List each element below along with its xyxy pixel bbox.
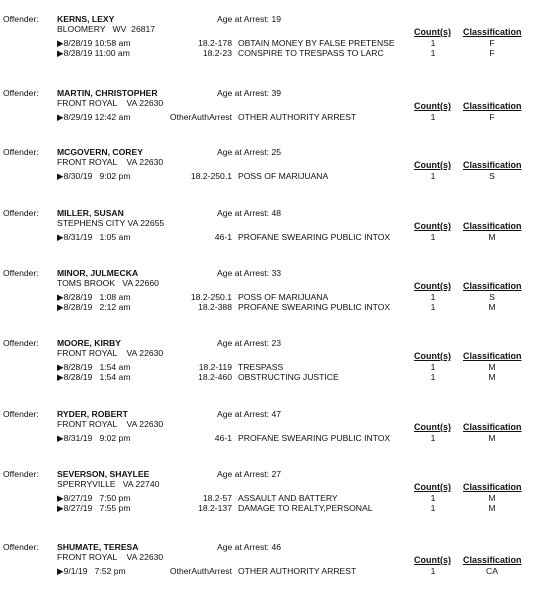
age-at-arrest xyxy=(217,147,281,157)
classification-column-header: Classification xyxy=(463,555,522,565)
count-column-header: Count(s) xyxy=(414,351,451,361)
count-column-header: Count(s) xyxy=(414,281,451,291)
classification-column-header: Classification xyxy=(463,281,522,291)
offender-address: FRONT ROYAL VA 22630 xyxy=(57,98,164,108)
charge-classification: F xyxy=(489,48,495,58)
charge-row xyxy=(0,566,538,576)
age-value: 48 xyxy=(271,208,282,218)
charge-code: 18.2-178 xyxy=(198,38,232,48)
charge-count: 1 xyxy=(430,302,436,312)
charge-count: 1 xyxy=(430,566,436,576)
age-value: 39 xyxy=(271,88,282,98)
age-value: 46 xyxy=(271,542,282,552)
charge-code: OtherAuthArrest xyxy=(169,566,232,576)
offender-label: Offender: xyxy=(3,208,39,218)
charge-description: TRESPASS xyxy=(238,362,284,372)
classification-column-header: Classification xyxy=(463,160,522,170)
charge-count: 1 xyxy=(430,503,436,513)
offender-record xyxy=(0,12,538,74)
charge-code: 18.2-250.1 xyxy=(190,171,232,181)
charge-code: 18.2-388 xyxy=(198,302,232,312)
offender-record xyxy=(0,407,538,469)
offender-label: Offender: xyxy=(3,542,39,552)
charge-datetime: ▶8/30/19 9:02 pm xyxy=(57,171,131,181)
charge-count: 1 xyxy=(430,433,436,443)
charge-classification: M xyxy=(488,493,496,503)
age-value: 33 xyxy=(271,268,282,278)
offender-address: STEPHENS CITY VA 22655 xyxy=(57,218,165,228)
offender-address: FRONT ROYAL VA 22630 xyxy=(57,348,164,358)
age-at-arrest xyxy=(217,469,281,479)
offender-name: SEVERSON, SHAYLEE xyxy=(57,469,150,479)
age-at-arrest xyxy=(217,409,281,419)
charge-classification: CA xyxy=(486,566,498,576)
charge-classification: M xyxy=(488,232,496,242)
offender-label: Offender: xyxy=(3,88,39,98)
charge-code: 18.2-23 xyxy=(202,48,232,58)
charge-row xyxy=(0,503,538,513)
charge-count: 1 xyxy=(430,112,436,122)
charge-count: 1 xyxy=(430,493,436,503)
offender-record xyxy=(0,266,538,328)
charge-classification: M xyxy=(488,362,496,372)
age-value: 23 xyxy=(271,338,282,348)
offender-address: FRONT ROYAL VA 22630 xyxy=(57,157,164,167)
offender-label: Offender: xyxy=(3,338,39,348)
charge-description: PROFANE SWEARING PUBLIC INTOX xyxy=(238,433,391,443)
charge-row xyxy=(0,38,538,48)
count-column-header: Count(s) xyxy=(414,221,451,231)
charge-row xyxy=(0,171,538,181)
count-column-header: Count(s) xyxy=(414,555,451,565)
charge-classification: S xyxy=(489,171,495,181)
age-value: 25 xyxy=(271,147,282,157)
charge-count: 1 xyxy=(430,292,436,302)
charge-description: POSS OF MARIJUANA xyxy=(238,292,329,302)
charge-row xyxy=(0,433,538,443)
charge-description: CONSPIRE TO TRESPASS TO LARC xyxy=(238,48,384,58)
charge-description: POSS OF MARIJUANA xyxy=(238,171,329,181)
offender-name: MARTIN, CHRISTOPHER xyxy=(57,88,158,98)
count-column-header: Count(s) xyxy=(414,160,451,170)
offender-address: FRONT ROYAL VA 22630 xyxy=(57,419,164,429)
charge-description: OTHER AUTHORITY ARREST xyxy=(238,112,357,122)
charge-code: 18.2-119 xyxy=(198,362,232,372)
offender-record xyxy=(0,86,538,148)
offender-name: RYDER, ROBERT xyxy=(57,409,128,419)
charge-row xyxy=(0,362,538,372)
age-label: Age at Arrest: xyxy=(217,268,270,278)
charge-code: 18.2-460 xyxy=(198,372,232,382)
age-at-arrest xyxy=(217,208,281,218)
charge-description: PROFANE SWEARING PUBLIC INTOX xyxy=(238,302,391,312)
count-column-header: Count(s) xyxy=(414,482,451,492)
offender-name: MINOR, JULMECKA xyxy=(57,268,139,278)
classification-column-header: Classification xyxy=(463,27,522,37)
charge-count: 1 xyxy=(430,48,436,58)
charge-datetime: ▶8/31/19 1:05 am xyxy=(57,232,131,242)
charge-classification: F xyxy=(489,112,495,122)
age-label: Age at Arrest: xyxy=(217,542,270,552)
charge-datetime: ▶8/28/19 1:54 am xyxy=(57,362,131,372)
charge-description: OBTAIN MONEY BY FALSE PRETENSE xyxy=(238,38,395,48)
offender-address: SPERRYVILLE VA 22740 xyxy=(57,479,160,489)
charge-datetime: ▶8/28/19 2:12 am xyxy=(57,302,131,312)
age-at-arrest xyxy=(217,14,281,24)
charge-classification: M xyxy=(488,302,496,312)
offender-label: Offender: xyxy=(3,469,39,479)
charge-code: 18.2-137 xyxy=(198,503,232,513)
offender-record xyxy=(0,145,538,207)
offender-record xyxy=(0,467,538,529)
classification-column-header: Classification xyxy=(463,351,522,361)
charge-classification: M xyxy=(488,372,496,382)
age-label: Age at Arrest: xyxy=(217,88,270,98)
offender-record xyxy=(0,540,538,602)
charge-description: OTHER AUTHORITY ARREST xyxy=(238,566,357,576)
charge-count: 1 xyxy=(430,171,436,181)
charge-count: 1 xyxy=(430,38,436,48)
charge-description: OBSTRUCTING JUSTICE xyxy=(238,372,339,382)
offender-label: Offender: xyxy=(3,147,39,157)
offender-label: Offender: xyxy=(3,409,39,419)
charge-row xyxy=(0,232,538,242)
charge-code: OtherAuthArrest xyxy=(169,112,232,122)
charge-row xyxy=(0,372,538,382)
offender-name: MCGOVERN, COREY xyxy=(57,147,143,157)
charge-code: 46-1 xyxy=(214,433,232,443)
charge-code: 18.2-57 xyxy=(202,493,232,503)
offender-label: Offender: xyxy=(3,14,39,24)
charge-classification: S xyxy=(489,292,495,302)
charge-row xyxy=(0,48,538,58)
age-value: 19 xyxy=(271,14,282,24)
charge-count: 1 xyxy=(430,362,436,372)
count-column-header: Count(s) xyxy=(414,422,451,432)
offender-address: FRONT ROYAL VA 22630 xyxy=(57,552,164,562)
charge-datetime: ▶8/28/19 1:08 am xyxy=(57,292,131,302)
charge-classification: F xyxy=(489,38,495,48)
charge-datetime: ▶8/27/19 7:55 pm xyxy=(57,503,131,513)
age-at-arrest xyxy=(217,338,281,348)
charge-datetime: ▶8/28/19 10:58 am xyxy=(57,38,131,48)
age-at-arrest xyxy=(217,542,281,552)
classification-column-header: Classification xyxy=(463,221,522,231)
age-value: 27 xyxy=(271,469,282,479)
charge-datetime: ▶8/28/19 11:00 am xyxy=(57,48,130,58)
classification-column-header: Classification xyxy=(463,101,522,111)
age-label: Age at Arrest: xyxy=(217,147,270,157)
charge-description: ASSAULT AND BATTERY xyxy=(238,493,338,503)
offender-record xyxy=(0,206,538,268)
charge-row xyxy=(0,493,538,503)
age-label: Age at Arrest: xyxy=(217,14,270,24)
charge-count: 1 xyxy=(430,372,436,382)
charge-description: PROFANE SWEARING PUBLIC INTOX xyxy=(238,232,391,242)
age-label: Age at Arrest: xyxy=(217,469,270,479)
offender-address: BLOOMERY WV 26817 xyxy=(57,24,156,34)
charge-datetime: ▶8/27/19 7:50 pm xyxy=(57,493,131,503)
age-at-arrest xyxy=(217,88,281,98)
age-at-arrest xyxy=(217,268,281,278)
offender-record xyxy=(0,336,538,398)
charge-datetime: ▶8/29/19 12:42 am xyxy=(57,112,131,122)
offender-name: SHUMATE, TERESA xyxy=(57,542,139,552)
age-label: Age at Arrest: xyxy=(217,409,270,419)
charge-code: 18.2-250.1 xyxy=(190,292,232,302)
charge-code: 46-1 xyxy=(214,232,232,242)
charge-description: DAMAGE TO REALTY,PERSONAL xyxy=(238,503,373,513)
offender-label: Offender: xyxy=(3,268,39,278)
offender-address: TOMS BROOK VA 22660 xyxy=(57,278,159,288)
charge-classification: M xyxy=(488,503,496,513)
charge-count: 1 xyxy=(430,232,436,242)
age-value: 47 xyxy=(271,409,282,419)
charge-row xyxy=(0,302,538,312)
charge-row xyxy=(0,112,538,122)
age-label: Age at Arrest: xyxy=(217,338,270,348)
charge-datetime: ▶8/28/19 1:54 am xyxy=(57,372,131,382)
charge-datetime: ▶8/31/19 9:02 pm xyxy=(57,433,131,443)
offender-name: MILLER, SUSAN xyxy=(57,208,124,218)
charge-datetime: ▶9/1/19 7:52 pm xyxy=(57,566,126,576)
charge-classification: M xyxy=(488,433,496,443)
count-column-header: Count(s) xyxy=(414,101,451,111)
offender-name: MOORE, KIRBY xyxy=(57,338,121,348)
age-label: Age at Arrest: xyxy=(217,208,270,218)
charge-row xyxy=(0,292,538,302)
classification-column-header: Classification xyxy=(463,482,522,492)
offender-name: KERNS, LEXY xyxy=(57,14,115,24)
count-column-header: Count(s) xyxy=(414,27,451,37)
classification-column-header: Classification xyxy=(463,422,522,432)
